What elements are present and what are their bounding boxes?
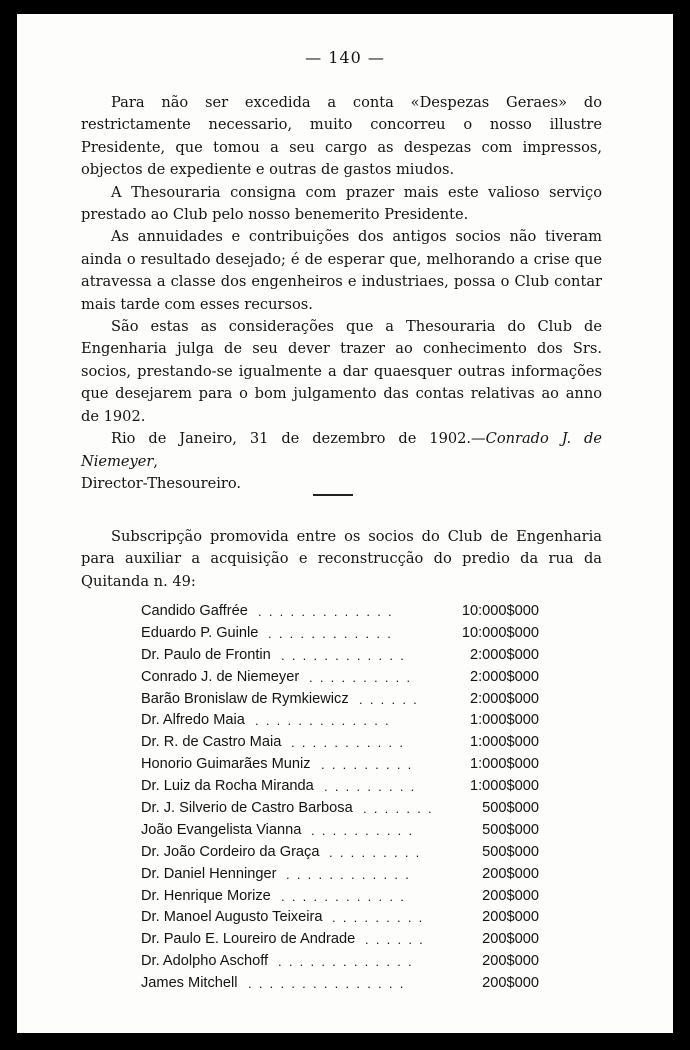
subscriber-row <box>141 798 539 820</box>
subscriber-amount: 1:000$000 <box>470 756 539 773</box>
subscriber-row <box>141 907 539 929</box>
subscriber-name: Dr. J. Silverio de Castro Barbosa <box>141 800 353 817</box>
dot-leader: . . . . . . . <box>363 801 432 817</box>
subscriber-name: Eduardo P. Guinle <box>141 624 259 641</box>
subscriber-amount: 2:000$000 <box>470 690 539 707</box>
subscriber-amount: 2:000$000 <box>470 668 539 685</box>
subscriber-row <box>141 776 539 798</box>
subscriber-amount: 2:000$000 <box>470 646 539 663</box>
dot-leader: . . . . . . . . . . . . . <box>278 954 412 970</box>
subscriber-row <box>141 864 539 886</box>
dot-leader: . . . . . . . . . <box>332 910 423 926</box>
dot-leader: . . . . . . . . . . . . . . . <box>248 976 404 992</box>
dot-leader: . . . . . . . . . . . . . <box>258 604 392 619</box>
subscriber-amount: 1:000$000 <box>470 778 539 795</box>
subscriber-name: Dr. Luiz da Rocha Miranda <box>141 778 314 795</box>
subscriber-row <box>141 929 539 951</box>
subscriber-name: Dr. Adolpho Aschoff <box>141 953 269 970</box>
subscriber-amount: 500$000 <box>482 843 539 860</box>
subscriber-row <box>141 601 539 623</box>
subscriber-row <box>141 710 539 732</box>
subscriber-amount: 200$000 <box>482 887 539 904</box>
subscriber-row <box>141 623 539 645</box>
subscriber-amount: 1:000$000 <box>470 734 539 751</box>
subscriber-name: Dr. Paulo E. Loureiro de Andrade <box>141 931 356 948</box>
signature-line <box>81 428 602 473</box>
paragraph: As annuidades e contribuições dos antigos socios não tiveram ainda o resultado desejado; é de esperar que, melhorando a crise que atravessa a classe dos engenheiros e industriaes, possa o Club contar mais tarde com esses recursos. <box>81 228 602 313</box>
subscriber-row <box>141 973 539 995</box>
subscriber-row <box>141 842 539 864</box>
subscriber-amount: 500$000 <box>482 800 539 817</box>
report-body <box>81 92 602 495</box>
subscriber-amount: 10:000$000 <box>461 624 539 641</box>
dot-leader: . . . . . . . . . . . . <box>281 647 404 663</box>
subscription-section <box>81 526 602 593</box>
subscriber-amount: 1:000$000 <box>470 712 539 729</box>
subscriber-row <box>141 951 539 973</box>
subscriber-amount: 200$000 <box>482 865 539 882</box>
dot-leader: . . . . . . . . . . . . <box>286 866 409 882</box>
subscriber-row <box>141 689 539 711</box>
subscriber-amount: 500$000 <box>482 821 539 838</box>
subscriber-amount: 200$000 <box>482 953 539 970</box>
document-page <box>17 14 673 1033</box>
subscriber-name: Honorio Guimarães Muniz <box>141 756 311 773</box>
subscriber-name: Dr. Henrique Morize <box>141 887 271 904</box>
subscriber-amount: 200$000 <box>482 909 539 926</box>
dot-leader: . . . . . . . . . . . . . <box>255 713 389 729</box>
subscriber-name: Candido Gaffrée <box>141 603 248 619</box>
paragraph: Para não ser excedida a conta «Despezas Geraes» do restrictamente necessario, muito concorreu o nosso illustre Presidente, que tomou a seu cargo as despezas com impressos, objectos de expediente e outras de gastos miudos. <box>81 94 602 179</box>
subscriber-name: Conrado J. de Niemeyer <box>141 668 300 685</box>
paragraph: A Thesouraria consigna com prazer mais este valioso serviço prestado ao Club pelo nosso benemerito Presidente. <box>81 183 602 224</box>
subscriber-amount: 10:000$000 <box>461 603 539 619</box>
dot-leader: . . . . . . . . . . . . <box>268 625 391 641</box>
dot-leader: . . . . . . . . . . <box>311 822 413 838</box>
subscriber-amount: 200$000 <box>482 975 539 992</box>
subscriber-name: James Mitchell <box>141 975 238 992</box>
subscriber-name: Barão Bronislaw de Rymkiewicz <box>141 690 349 707</box>
subscriber-name: Dr. Paulo de Frontin <box>141 646 271 663</box>
subscriber-row <box>141 820 539 842</box>
dot-leader: . . . . . . . . . . <box>309 669 411 685</box>
dot-leader: . . . . . . . . . <box>329 844 420 860</box>
subscriber-amount: 200$000 <box>482 931 539 948</box>
signature-name: Conrado J. de Niemeyer <box>81 430 602 470</box>
subscriber-name: Dr. Daniel Henninger <box>141 865 277 882</box>
signature-title: Director-Thesoureiro. <box>81 474 242 492</box>
signature-place-date: Rio de Janeiro, 31 de dezembro de 1902.— <box>111 430 486 448</box>
subscriber-name: Dr. Manoel Augusto Teixeira <box>141 909 323 926</box>
paragraph: São estas as considerações que a Thesouraria do Club de Engenharia julga de seu dever trazer ao conhecimento dos Srs. socios, prestando-se igualmente a dar quaesquer outras informações que desejarem para o bom julgamento das contas relativas ao anno de 1902. <box>81 318 602 425</box>
dot-leader: . . . . . . <box>365 932 423 948</box>
subscriber-name: João Evangelista Vianna <box>141 821 302 838</box>
dot-leader: . . . . . . <box>359 691 417 707</box>
dot-leader: . . . . . . . . . . . . <box>281 888 404 904</box>
section-divider <box>313 494 353 496</box>
signature-punctuation: , <box>153 452 159 470</box>
subscription-intro: Subscripção promovida entre os socios do Club de Engenharia para auxiliar a acquisição e reconstrucção do predio da rua da Quitanda n. 49: <box>81 528 602 590</box>
subscriber-name: Dr. R. de Castro Maia <box>141 734 282 751</box>
subscriber-list <box>141 601 539 995</box>
subscriber-row <box>141 754 539 776</box>
subscriber-row <box>141 886 539 908</box>
dot-leader: . . . . . . . . . <box>324 779 415 795</box>
subscriber-row <box>141 732 539 754</box>
subscriber-row <box>141 645 539 667</box>
subscriber-name: Dr. Alfredo Maia <box>141 712 245 729</box>
dot-leader: . . . . . . . . . <box>321 757 412 773</box>
subscriber-row <box>141 667 539 689</box>
page-number: — 140 — <box>305 48 385 67</box>
subscriber-name: Dr. João Cordeiro da Graça <box>141 843 320 860</box>
dot-leader: . . . . . . . . . . . <box>291 735 403 751</box>
